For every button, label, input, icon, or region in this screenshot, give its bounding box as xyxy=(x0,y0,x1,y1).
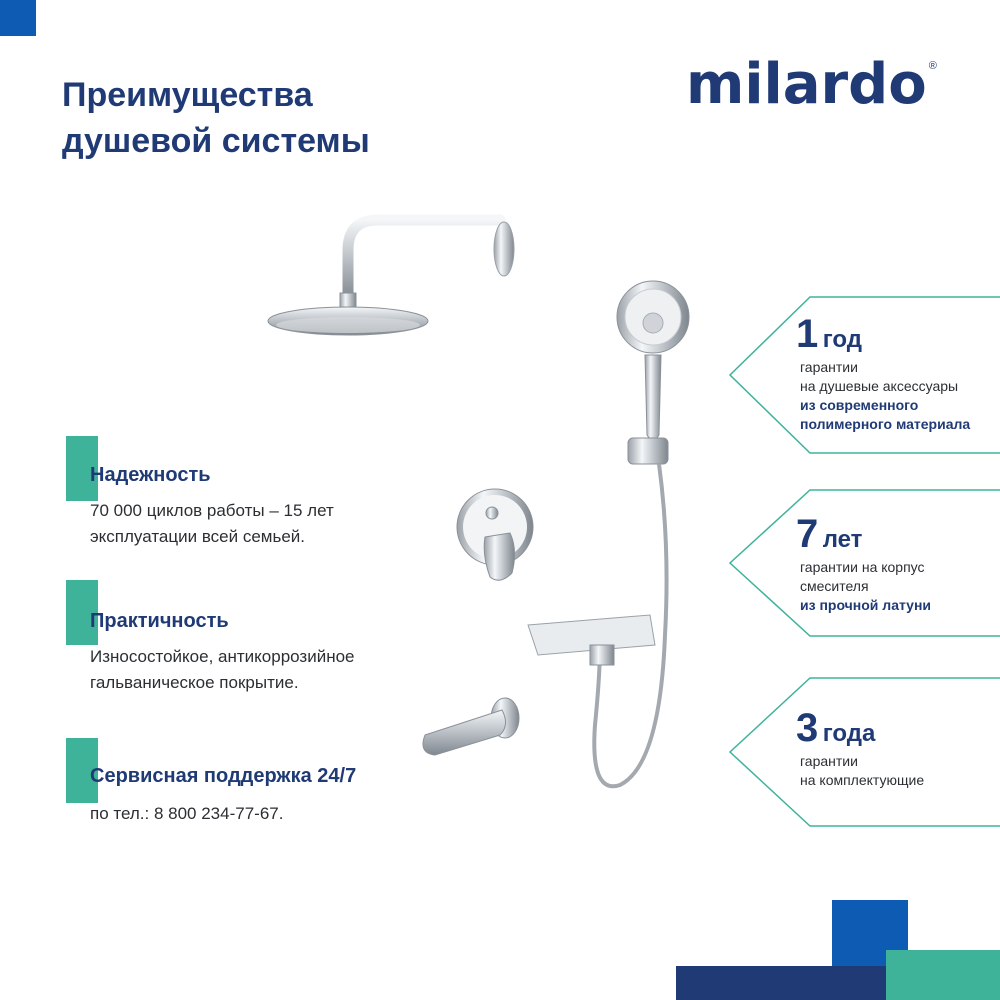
badge-number: 3 xyxy=(796,706,819,750)
badge-warranty-1 xyxy=(796,312,862,356)
feature-title-reliability: Надежность xyxy=(90,464,211,486)
badge-line: гарантии на корпус xyxy=(800,559,925,575)
feature-text-reliability xyxy=(90,498,420,550)
feature-line: по тел.: 8 800 234-77-67. xyxy=(90,804,284,823)
milardo-logo xyxy=(686,50,937,120)
feature-text-support xyxy=(90,801,420,827)
corner-square-top-left xyxy=(0,0,36,36)
corner-square-bottom-right-green xyxy=(886,950,1000,1000)
badge-line: на душевые аксессуары xyxy=(800,378,959,394)
wall-flange-top xyxy=(494,222,514,276)
hand-shower-handle xyxy=(645,355,661,440)
badge-number: 7 xyxy=(796,512,819,556)
logo-wordmark: milardo xyxy=(686,52,927,117)
bath-spout xyxy=(423,710,506,755)
mixer-lever xyxy=(484,533,514,580)
badge-line: гарантии xyxy=(800,753,858,769)
badge-line: смесителя xyxy=(800,578,869,594)
badge-text-3 xyxy=(800,752,1000,790)
badge-text-1 xyxy=(800,358,1000,434)
feature-title-support: Сервисная поддержка 24/7 xyxy=(90,765,357,787)
badge-unit: лет xyxy=(822,526,863,553)
page-title-line-1: Преимущества xyxy=(62,76,313,114)
feature-line: гальваническое покрытие. xyxy=(90,673,299,692)
badge-line-bold: полимерного материала xyxy=(800,416,971,432)
badge-line: на комплектующие xyxy=(800,772,925,788)
badge-unit: год xyxy=(822,326,862,353)
feature-title-practicality: Практичность xyxy=(90,610,229,632)
badge-line-bold: из прочной латуни xyxy=(800,597,932,613)
badge-unit: года xyxy=(822,720,876,747)
logo-registered-mark: ® xyxy=(928,60,937,72)
page-title-line-2: душевой системы xyxy=(62,122,370,160)
badge-warranty-2 xyxy=(796,512,862,556)
badge-line: гарантии xyxy=(800,359,858,375)
badge-line-bold: из современного xyxy=(800,397,919,413)
feature-line: 70 000 циклов работы – 15 лет xyxy=(90,501,334,520)
shower-arm xyxy=(348,220,500,300)
badge-warranty-3 xyxy=(796,706,875,750)
badge-text-2 xyxy=(800,558,1000,615)
page-title xyxy=(62,72,482,164)
feature-line: эксплуатации всей семьей. xyxy=(90,527,306,546)
badge-number: 1 xyxy=(796,312,819,356)
feature-line: Износостойкое, антикоррозийное xyxy=(90,647,355,666)
feature-text-practicality xyxy=(90,644,420,696)
handle-holder xyxy=(628,438,668,464)
